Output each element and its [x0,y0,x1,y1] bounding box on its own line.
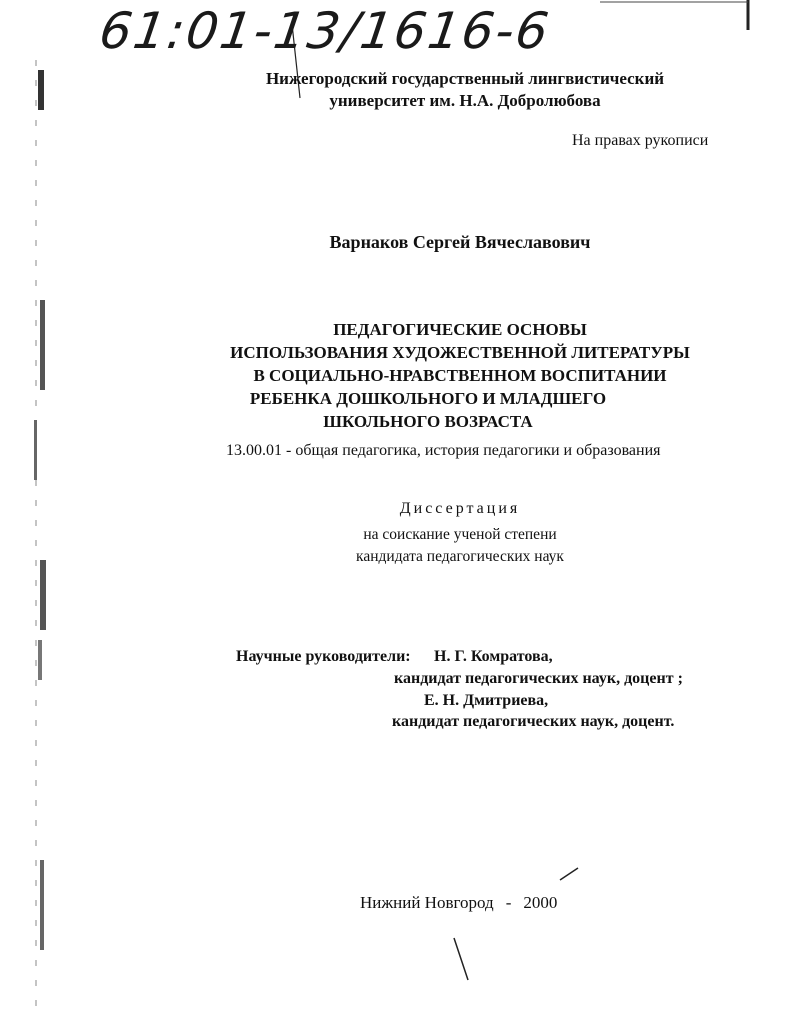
degree-description: на соискание ученой степени кандидата педагогических наук [356,526,564,565]
city: Нижний Новгород [360,893,494,912]
author-name: Варнаков Сергей Вячеславович [329,232,591,252]
rights-note: На правах рукописи [572,132,709,149]
title-line: ИСПОЛЬЗОВАНИЯ ХУДОЖЕСТВЕННОЙ ЛИТЕРАТУРЫ [230,343,690,362]
university-name: Нижегородский государственный лингвистический университет им. Н.А. Добролюбова [265,69,665,110]
title-line: ШКОЛЬНОГО ВОЗРАСТА [323,412,533,431]
year: 2000 [523,893,558,912]
city-year: Нижний Новгород - 2000 [360,893,558,912]
dissertation-heading: Диссертация [399,500,521,517]
title-line: ПЕДАГОГИЧЕСКИЕ ОСНОВЫ [333,320,587,339]
archive-number-handwritten: 61:01-13/1616-6 [95,2,554,60]
supervisor-2-degree: кандидат педагогических наук, доцент. [392,713,675,730]
supervisor-1-name: Н. Г. Комратова, [434,648,553,665]
dissertation-title [0,318,792,433]
title-line: В СОЦИАЛЬНО-НРАВСТВЕННОМ ВОСПИТАНИИ [253,366,667,385]
supervisor-1-degree: кандидат педагогических наук, доцент ; [394,670,683,687]
supervisors-label: Научные руководители: [236,648,411,665]
title-line: РЕБЕНКА ДОШКОЛЬНОГО И МЛАДШЕГО [249,389,607,408]
supervisor-2-name: Е. Н. Дмитриева, [424,692,549,709]
specialty-code: 13.00.01 - общая педагогика, история педагогики и образования [226,442,661,459]
